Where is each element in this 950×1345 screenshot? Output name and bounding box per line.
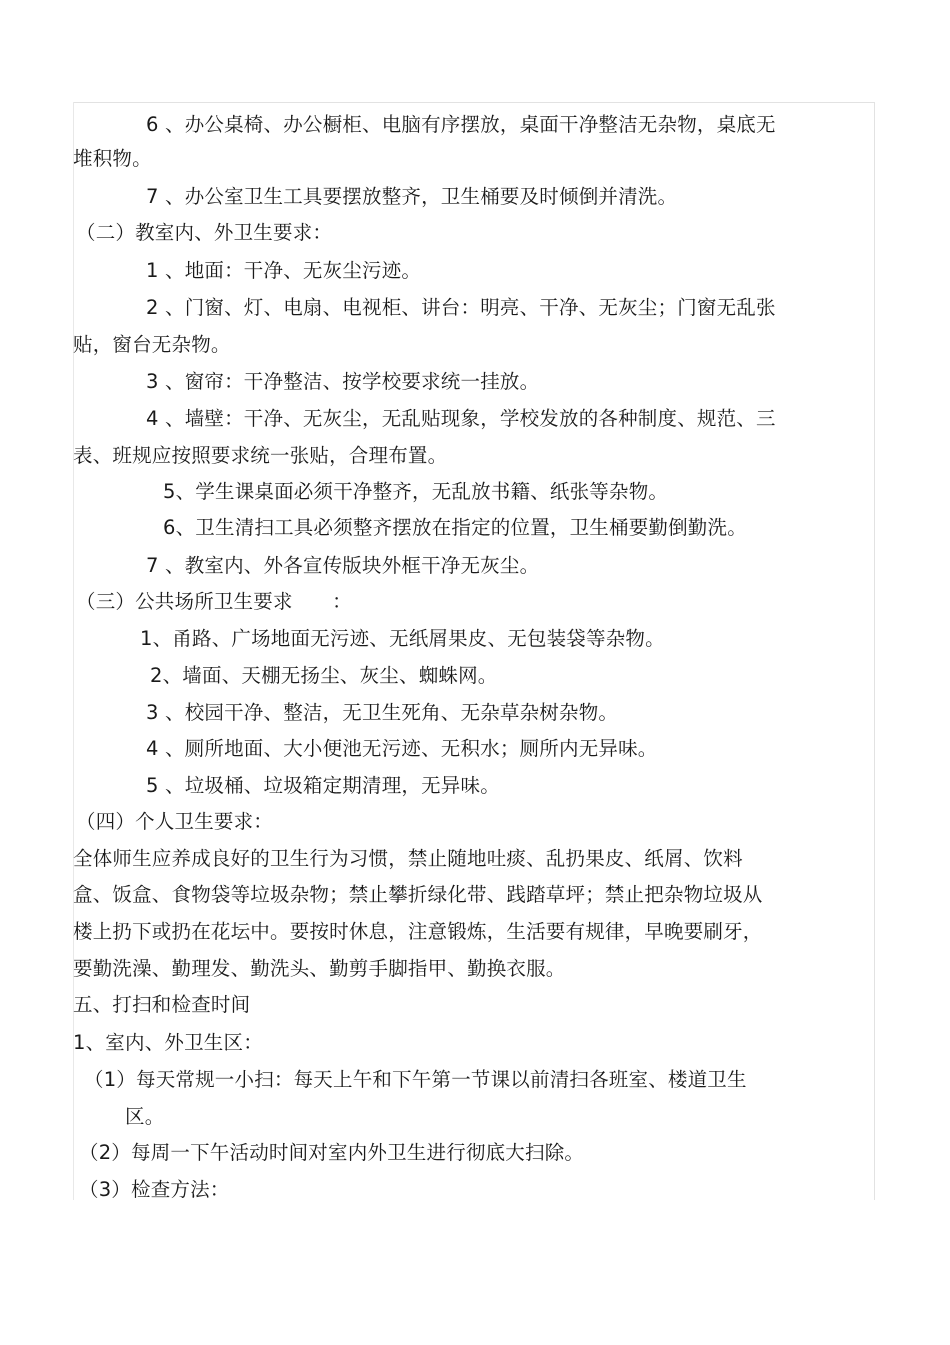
text-line: 7 、办公室卫生工具要摆放整齐，卫生桶要及时倾倒并清洗。 [146, 185, 678, 208]
text-line: 3 、校园干净、整洁，无卫生死角、无杂草杂树杂物。 [146, 701, 619, 724]
text-line: （3）检查方法： [79, 1178, 230, 1201]
text-line: 5 、垃圾桶、垃圾箱定期清理，无异味。 [146, 774, 500, 797]
text-line: 盒、饭盒、食物袋等垃圾杂物；禁止攀折绿化带、践踏草坪；禁止把杂物垃圾从 [73, 883, 763, 906]
text-line: 1、室内、外卫生区： [73, 1031, 263, 1054]
text-line: 2 、门窗、灯、电扇、电视柜、讲台：明亮、干净、无灰尘；门窗无乱张 [146, 296, 776, 319]
text-line: 6 、办公桌椅、办公橱柜、电脑有序摆放，桌面干净整洁无杂物，桌底无 [146, 113, 776, 136]
section-heading: （三）公共场所卫生要求 ： [76, 590, 352, 613]
text-line: 楼上扔下或扔在花坛中。要按时休息，注意锻炼，生活要有规律，早晚要刷牙， [73, 920, 763, 943]
text-line: （2）每周一下午活动时间对室内外卫生进行彻底大扫除。 [79, 1141, 585, 1164]
section-heading: （二）教室内、外卫生要求： [76, 221, 333, 244]
text-line: 4 、墙壁：干净、无灰尘，无乱贴现象，学校发放的各种制度、规范、三 [146, 407, 776, 430]
text-line: 1 、地面：干净、无灰尘污迹。 [146, 259, 422, 282]
text-line: 贴，窗台无杂物。 [73, 333, 231, 356]
section-heading: 五、打扫和检查时间 [73, 993, 251, 1016]
text-line: 3 、窗帘：干净整洁、按学校要求统一挂放。 [146, 370, 540, 393]
text-line: 5、学生课桌面必须干净整齐，无乱放书籍、纸张等杂物。 [163, 480, 669, 503]
text-line: 4 、厕所地面、大小便池无污迹、无积水；厕所内无异味。 [146, 737, 658, 760]
text-line: 7 、教室内、外各宣传版块外框干净无灰尘。 [146, 554, 540, 577]
text-line: 区。 [125, 1105, 165, 1128]
text-line: 2、墙面、天棚无扬尘、灰尘、蜘蛛网。 [150, 664, 498, 687]
text-line: 堆积物。 [73, 147, 152, 170]
text-line: 要勤洗澡、勤理发、勤洗头、勤剪手脚指甲、勤换衣服。 [73, 957, 566, 980]
section-heading: （四）个人卫生要求： [76, 810, 274, 833]
text-line: 表、班规应按照要求统一张贴，合理布置。 [73, 444, 448, 467]
text-line: 6、卫生清扫工具必须整齐摆放在指定的位置，卫生桶要勤倒勤洗。 [163, 516, 747, 539]
text-line: （1）每天常规一小扫：每天上午和下午第一节课以前清扫各班室、楼道卫生 [84, 1068, 747, 1091]
text-line: 全体师生应养成良好的卫生行为习惯，禁止随地吐痰、乱扔果皮、纸屑、饮料 [73, 847, 743, 870]
text-line: 1、甬路、广场地面无污迹、无纸屑果皮、无包装袋等杂物。 [140, 627, 665, 650]
